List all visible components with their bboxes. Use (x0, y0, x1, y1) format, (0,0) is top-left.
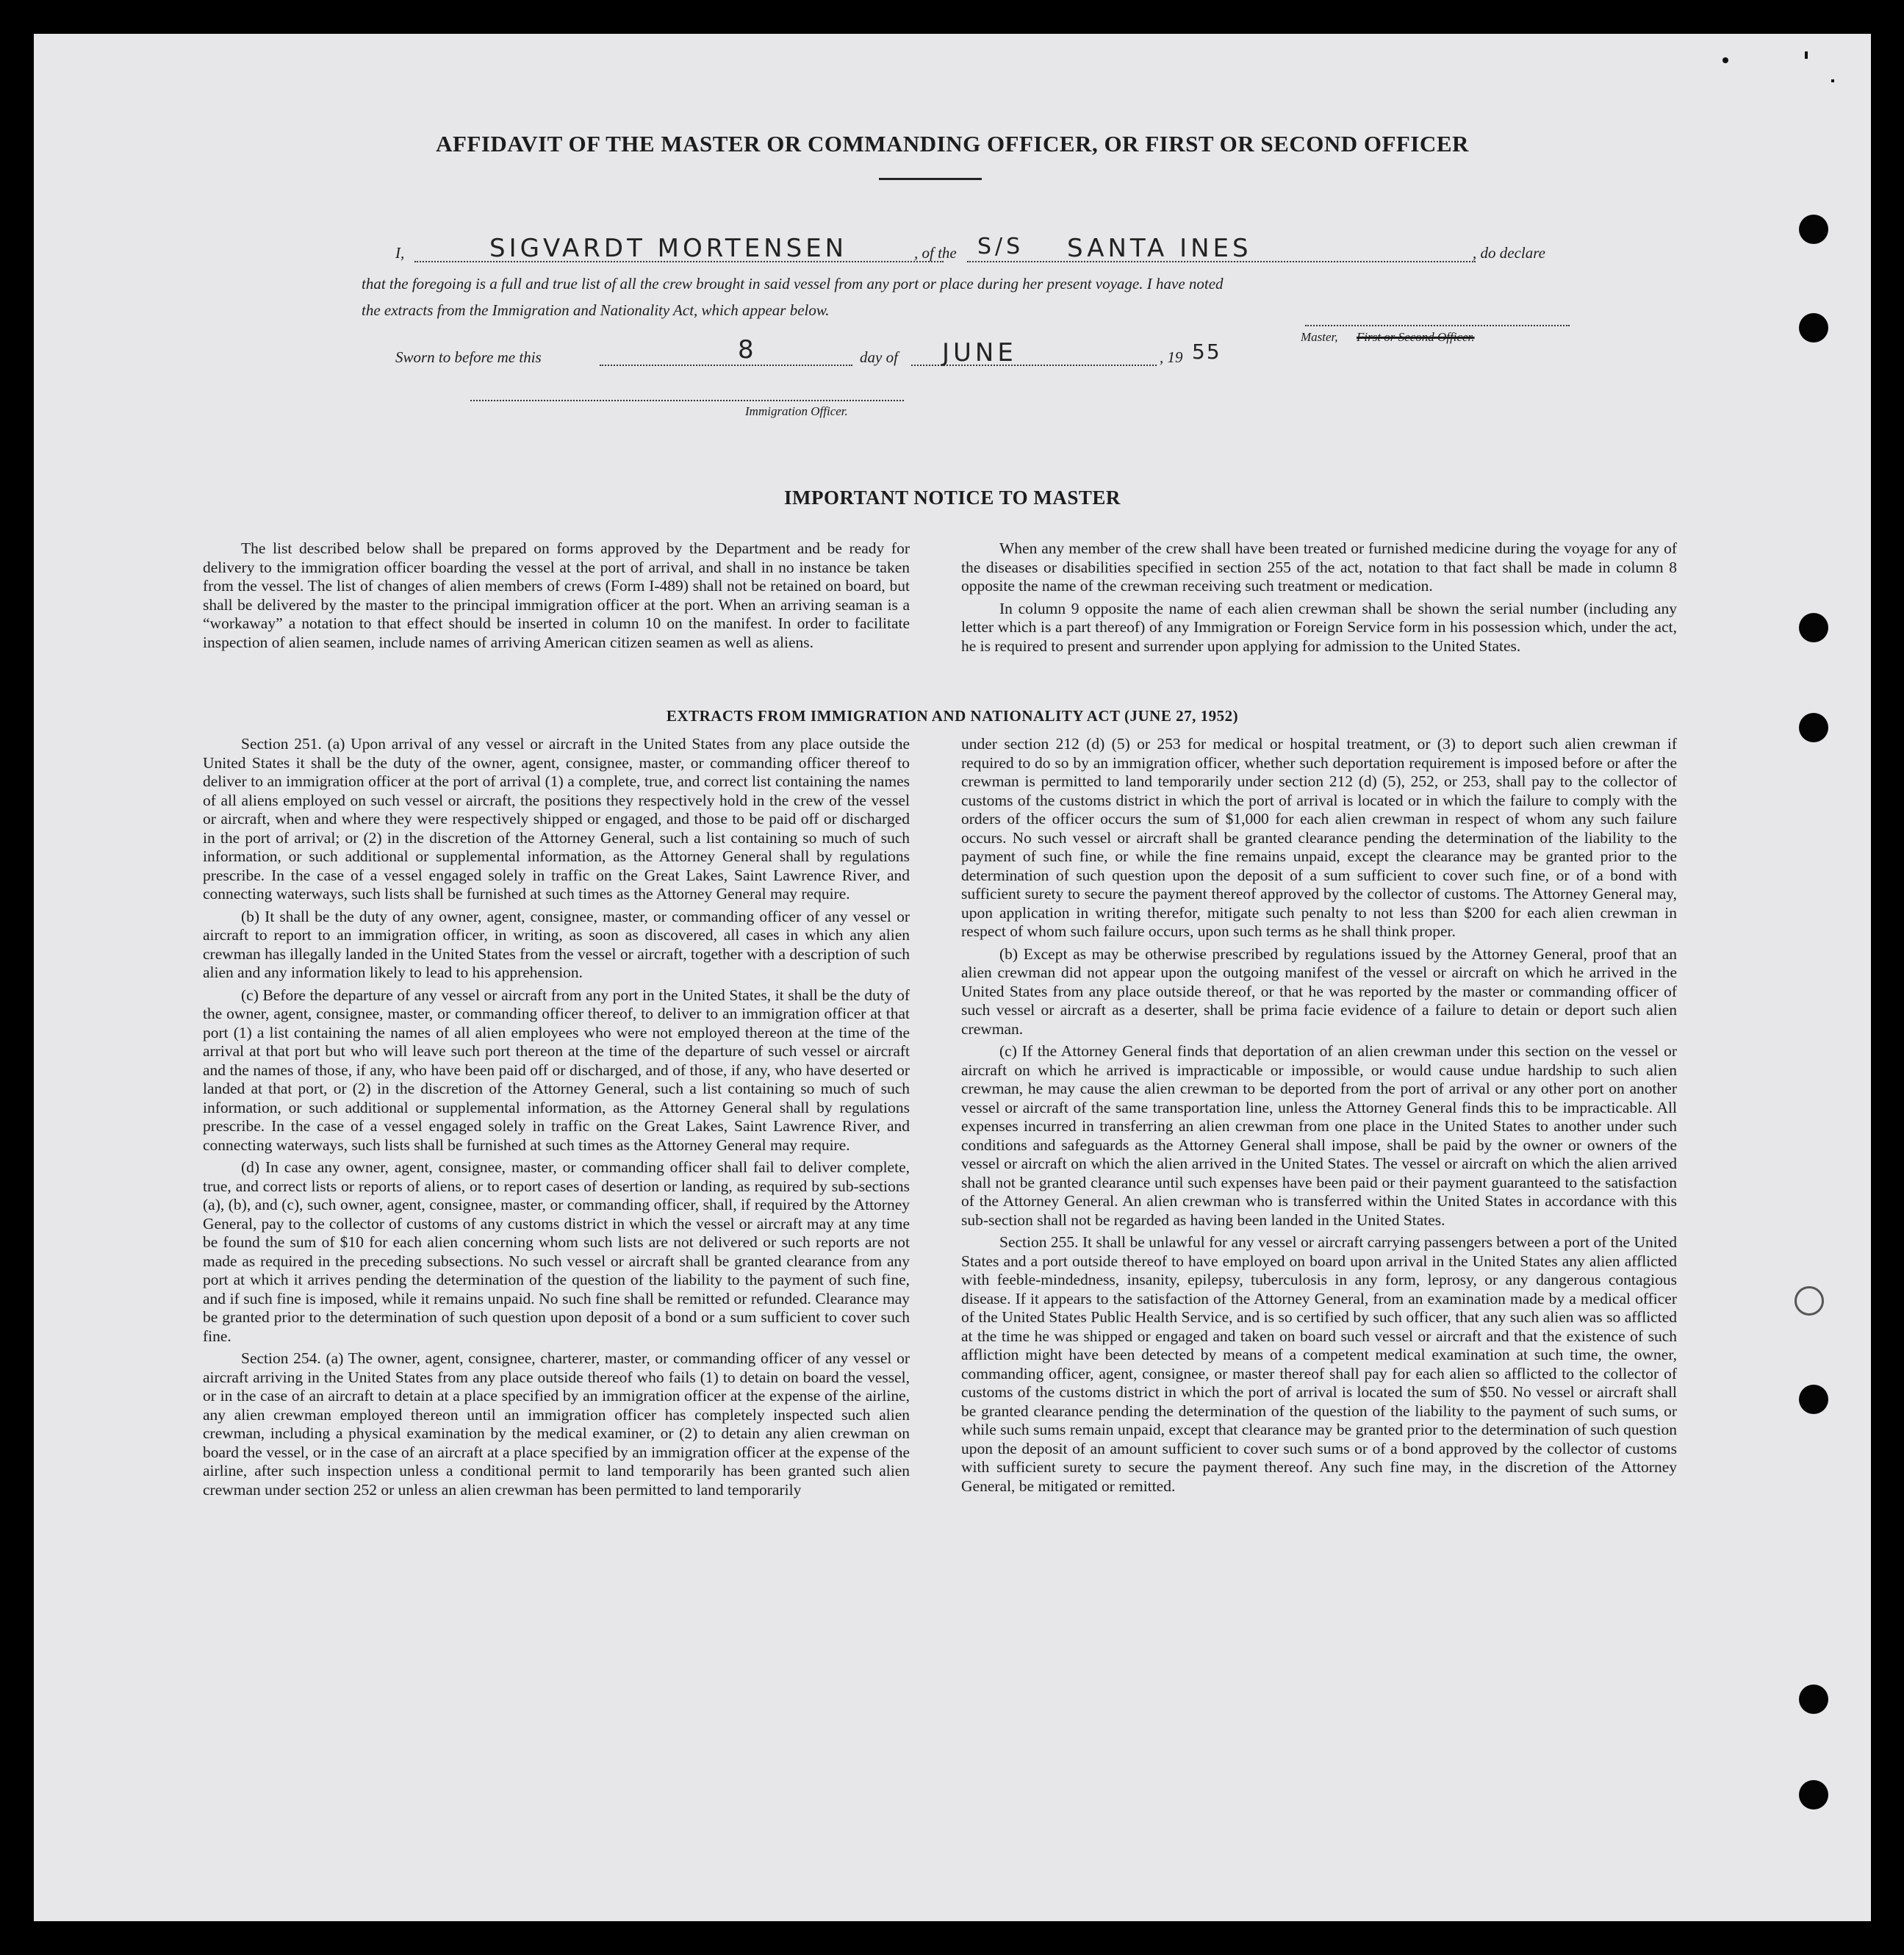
punch-hole (1799, 215, 1828, 244)
year-prefix: , 19 (1160, 348, 1183, 366)
punch-hole (1799, 313, 1828, 342)
do-declare-label: , do declare (1473, 244, 1545, 262)
master-signature-line (1305, 325, 1570, 326)
section-255: Section 255. It shall be unlawful for any vessel or aircraft carrying passengers between a port of the United States and a port outside thereof to have employed on board upon arrival in the United States any alien afflicted with feeble-mindedness, insanity, epilepsy, tuberculosis in any form, leprosy, or any dangerous contagious disease. If it appears to the satisfaction of the Attorney General, from an examination made by a medical officer of the United States Public Health Service, and is so certified by such officer, that any such alien was so afflicted at the time he was shipped or engaged and taken on board such vessel or aircraft and that the existence of such affliction might have been detected by means of a competent medical examination at such time, the owner, commanding officer, agent, consignee, or master thereof shall pay for each alien so afflicted to the collector of customs of the customs district in which the port of arrival is located the sum of $50. No vessel or aircraft shall be granted clearance pending the determination of the question of the liability to the payment of such sums, or while such sums remain unpaid, except that clearance may be granted prior to the determination of such question upon the deposit of an amount sufficient to cover such sums or of a bond approved by the collector of customs with sufficient surety to secure the payment thereof. Any such fine may, in the discretion of the Attorney General, be mitigated or remitted. (961, 1233, 1677, 1495)
sworn-label: Sworn to before me this (395, 348, 542, 366)
punch-hole-ring (1795, 1286, 1824, 1316)
sworn-month: JUNE (942, 338, 1017, 367)
declaration-line-1: that the foregoing is a full and true list of all the crew brought in said vessel from any port or place during her present voyage. I have noted (362, 275, 1224, 293)
sworn-day: 8 (738, 335, 758, 365)
declaration-text (362, 270, 1574, 323)
declaration-line-2: the extracts from the Immigration and Nationality Act, which appear below. (362, 301, 830, 319)
vessel-prefix: S/S (977, 234, 1024, 259)
day-of-label: day of (860, 348, 898, 366)
notice-left-paragraph: The list described below shall be prepared on forms approved by the Department and be ready for delivery to the immigration officer boarding the vessel at the port of arrival, and shall in no instance be taken from the vessel. The list of changes of alien members of crews (Form I-489) shall not be retained on board, but shall be delivered by the master to the principal immigration officer at the port. When an arriving seaman is a “workaway” a notation to that effect should be inserted in column 10 on the manifest. In order to facilitate inspection of alien seamen, include names of arriving American citizen seamen as well as aliens. (203, 539, 910, 651)
section-251-d: (d) In case any owner, agent, consignee, master, or commanding officer shall fail to deliver complete, true, and correct lists or reports of aliens, or to report cases of desertion or landing, as required by sub-sections (a), (b), and (c), such owner, agent, consignee, master, or commanding officer, shall, if required by the Attorney General, pay to the collector of customs of any customs district in which the vessel or aircraft may at any time be found the sum of $10 for each alien concerning whom such lists are not delivered or such reports are not made as required in the preceding subsections. No such vessel or aircraft shall be granted clearance from any port at which it arrives pending the determination of the question of the liability to the payment of such fine, and if such fine is imposed, while it remains unpaid. No such fine shall be remitted or refunded. Clearance may be granted prior to the determination of such question upon deposit of a bond or a sum sufficient to cover such fine. (203, 1158, 910, 1345)
punch-hole (1799, 613, 1828, 642)
of-the-label: , of the (914, 244, 957, 262)
section-254-a-continued: under section 212 (d) (5) or 253 for medical or hospital treatment, or (3) to deport such alien crewman if required to do so by an immigration officer, whether such deportation requirement is imposed before or after the crewman is permitted to land temporarily under section 212 (d) (5), 252, or 253, shall pay to the collector of customs of the customs district in which the port of arrival is located or in which the failure to comply with the orders of the officer occurs the sum of $1,000 for each alien crewman in respect of whom any such failure occurs. No such vessel or aircraft shall be granted clearance pending the determination of the liability to the payment of such fine, or while the fine remains unpaid, except the clearance may be granted prior to the determination of such question upon the deposit of a sum sufficient to cover such fine, or of a bond with sufficient surety to secure the payment thereof approved by the collector of customs. The Attorney General may, upon application in writing therefor, mitigate such penalty to not less than $200 for each alien crewman in respect of whom such failure occurs, upon such terms as he shall think proper. (961, 735, 1677, 940)
notice-right-paragraph-1: When any member of the crew shall have been treated or furnished medicine during the voyage for any of the diseases or disabilities specified in section 255 of the act, notation to that fact shall be made in column 8 opposite the name of the crewman receiving such treatment or medication. (961, 539, 1677, 595)
scan-speck (1831, 79, 1834, 82)
sworn-day-line (600, 365, 852, 366)
master-name: SIGVARDT MORTENSEN (489, 234, 848, 263)
section-251-b: (b) It shall be the duty of any owner, agent, consignee, master, or commanding officer of any vessel or aircraft to report to an immigration officer, in writing, as soon as discovered, all cases in which any alien crewman has illegally landed in the United States from the vessel or aircraft, together with a description of such alien and any information likely to lead to his apprehension. (203, 907, 910, 981)
i-label: I, (395, 244, 405, 262)
notice-title: IMPORTANT NOTICE TO MASTER (784, 487, 1121, 509)
notice-right-paragraph-2: In column 9 opposite the name of each alien crewman shall be shown the serial number (including any letter which is a part thereof) of any Immigration or Foreign Service form in his possession which, under the act, he is required to present and surrender upon applying for admission to the United States. (961, 599, 1677, 655)
punch-hole (1799, 1385, 1828, 1414)
immigration-officer-label: Immigration Officer. (745, 404, 848, 418)
document-page (34, 34, 1871, 1921)
punch-hole (1799, 1780, 1828, 1809)
notice-right-column (961, 539, 1677, 659)
scan-speck (1722, 57, 1728, 63)
extracts-left-column (203, 735, 910, 1503)
title-underline (879, 178, 982, 180)
section-251-c: (c) Before the departure of any vessel or aircraft from any port in the United States, it shall be the duty of the owner, agent, consignee, master, or commanding officer thereof, to deliver to an immigration officer at that port (1) a list containing the names of all alien employees who were not employed thereon at the time of the arrival at that port but who will leave such port thereon at the time of the departure of such vessel or aircraft and the names of those, if any, who have been paid off or discharged, and of those, if any, who have deserted or landed at that port, or (2) in the discretion of the Attorney General, such a list containing so much of such information, or such additional or supplemental information, as the Attorney General shall by regulations prescribe. In the case of a vessel engaged solely in traffic on the Great Lakes, Saint Lawrence River, and connecting waterways, such lists shall be furnished at such times as the Attorney General may require. (203, 986, 910, 1154)
vessel-name: SANTA INES (1067, 234, 1252, 263)
punch-hole (1799, 713, 1828, 742)
section-254-c: (c) If the Attorney General finds that deportation of an alien crewman under this section on the vessel or aircraft on which he arrived is impracticable or impossible, or would cause undue hardship to such alien crewman, he may cause the alien crewman to be deported from the port of arrival or any other port on another vessel or aircraft of the same transportation line, unless the Attorney General finds this to be impracticable. All expenses incurred in transferring an alien crewman from one place in the United States to another under such conditions and safeguards as the Attorney General shall impose, shall be paid by the owner or owners of the vessel or aircraft on which the alien arrived in the United States. The vessel or aircraft on which the alien arrived shall not be granted clearance until such expenses have been paid or their payment guaranteed to the satisfaction of the Attorney General. An alien crewman who is transferred within the United States in accordance with this sub-section shall not be regarded as having been landed in the United States. (961, 1042, 1677, 1229)
year-suffix: 55 (1192, 340, 1221, 364)
section-254-a: Section 254. (a) The owner, agent, consignee, charterer, master, or commanding officer of any vessel or aircraft arriving in the United States from any place outside thereof who fails (1) to detain on board the vessel, or in the case of an aircraft to detain at a place specified by an immigration officer at the expense of the airline, any alien crewman employed thereon until an immigration officer has completely inspected such alien crewman, including a physical examination by the medical examiner, or (2) to detain any alien crewman on board the vessel, or in the case of an aircraft at a place specified by an immigration officer at the expense of the airline, after such inspection unless a conditional permit to land temporarily has been granted such alien crewman under section 252 or unless an alien crewman has been permitted to land temporarily (203, 1349, 910, 1499)
extracts-right-column (961, 735, 1677, 1499)
scan-speck (1805, 51, 1808, 59)
extracts-title: EXTRACTS FROM IMMIGRATION AND NATIONALITY ACT (JUNE 27, 1952) (666, 707, 1239, 725)
section-254-b: (b) Except as may be otherwise prescribed by regulations issued by the Attorney General, proof that an alien crewman did not appear upon the outgoing manifest of the vessel or aircraft on which he arrived in the United States from any place outside thereof, or that he was reported by the master or commanding officer of such vessel or aircraft as a deserter, shall be prima facie evidence of a failure to detain or deport such alien crewman. (961, 944, 1677, 1038)
affidavit-title: AFFIDAVIT OF THE MASTER OR COMMANDING OFFICER, OR FIRST OR SECOND OFFICER (436, 131, 1469, 157)
immigration-officer-line (470, 400, 904, 401)
struck-officer-label: First or Second Officer. (1357, 330, 1475, 344)
punch-hole (1799, 1685, 1828, 1714)
notice-left-column (203, 539, 910, 656)
master-label: Master, (1301, 330, 1338, 344)
section-251-a: Section 251. (a) Upon arrival of any vessel or aircraft in the United States from any place outside the United States it shall be the duty of the owner, agent, consignee, master, or commanding officer thereof to deliver to an immigration officer at the port of arrival (1) a complete, true, and correct list containing the names of all aliens employed on such vessel or aircraft, the positions they respectively hold in the crew of the vessel or aircraft, when and where they were respectively shipped or engaged, and those to be paid off or discharged in the port of arrival; or (2) in the discretion of the Attorney General, such a list containing so much of such information, or such additional or supplemental information, as the Attorney General shall by regulations prescribe. In the case of a vessel engaged solely in traffic on the Great Lakes, Saint Lawrence River, and connecting waterways, such lists shall be furnished at such times as the Attorney General may require. (203, 735, 910, 903)
